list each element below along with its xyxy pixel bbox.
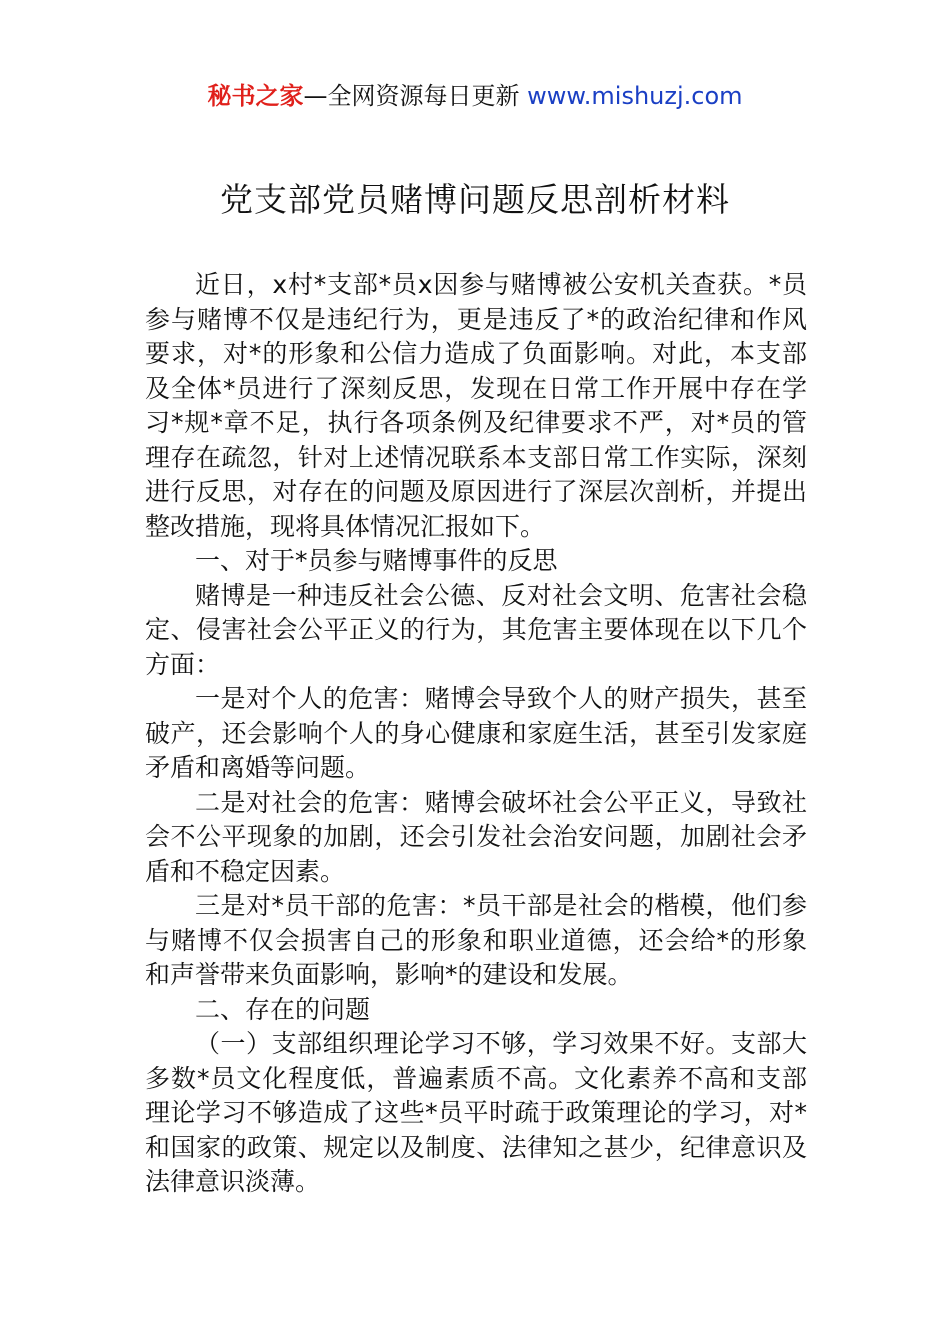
body-paragraph: 二是对社会的危害：赌博会破坏社会公平正义，导致社会不公平现象的加剧，还会引发社会治安问题，加剧社会矛盾和不稳定因素。: [145, 787, 807, 886]
body-paragraph: 三是对*员干部的危害：*员干部是社会的楷模，他们参与赌博不仅会损害自己的形象和职业道德，还会给*的形象和声誉带来负面影响，影响*的建设和发展。: [145, 891, 807, 989]
site-header: [0, 80, 950, 112]
document-body: [145, 268, 807, 1200]
site-name: 秘书之家: [207, 82, 304, 110]
site-url-link[interactable]: www.mishuzj.com: [527, 82, 743, 110]
site-tagline: —全网资源每日更新: [303, 82, 528, 110]
section-heading-2: 二、存在的问题: [195, 994, 371, 1024]
section-heading-1: 一、对于*员参与赌博事件的反思: [195, 546, 558, 575]
body-paragraph: 赌博是一种违反社会公德、反对社会文明、危害社会稳定、侵害社会公平正义的行为，其危害主要体现在以下几个方面：: [145, 580, 807, 679]
intro-paragraph: 近日，x村*支部*员x因参与赌博被公安机关查获。*员参与赌博不仅是违纪行为，更是违反了*的政治纪律和作风要求，对*的形象和公信力造成了负面影响。对此，本支部及全体*员进行了深刻反思，发现在日常工作开展中存在学习*规*章不足，执行各项条例及纪律要求不严，对*员的管理存在疏忽，针对上述情况联系本支部日常工作实际，深刻进行反思，对存在的问题及原因进行了深层次剖析，并提出整改措施，现将具体情况汇报如下。: [145, 270, 807, 541]
body-paragraph: （一）支部组织理论学习不够，学习效果不好。支部大多数*员文化程度低，普遍素质不高。文化素养不高和支部理论学习不够造成了这些*员平时疏于政策理论的学习，对*和国家的政策、规定以及制度、法律知之甚少，纪律意识及法律意识淡薄。: [145, 1029, 807, 1196]
body-paragraph: 一是对个人的危害：赌博会导致个人的财产损失，甚至破产，还会影响个人的身心健康和家庭生活，甚至引发家庭矛盾和离婚等问题。: [145, 684, 807, 782]
document-title: 党支部党员赌博问题反思剖析材料: [220, 180, 730, 219]
